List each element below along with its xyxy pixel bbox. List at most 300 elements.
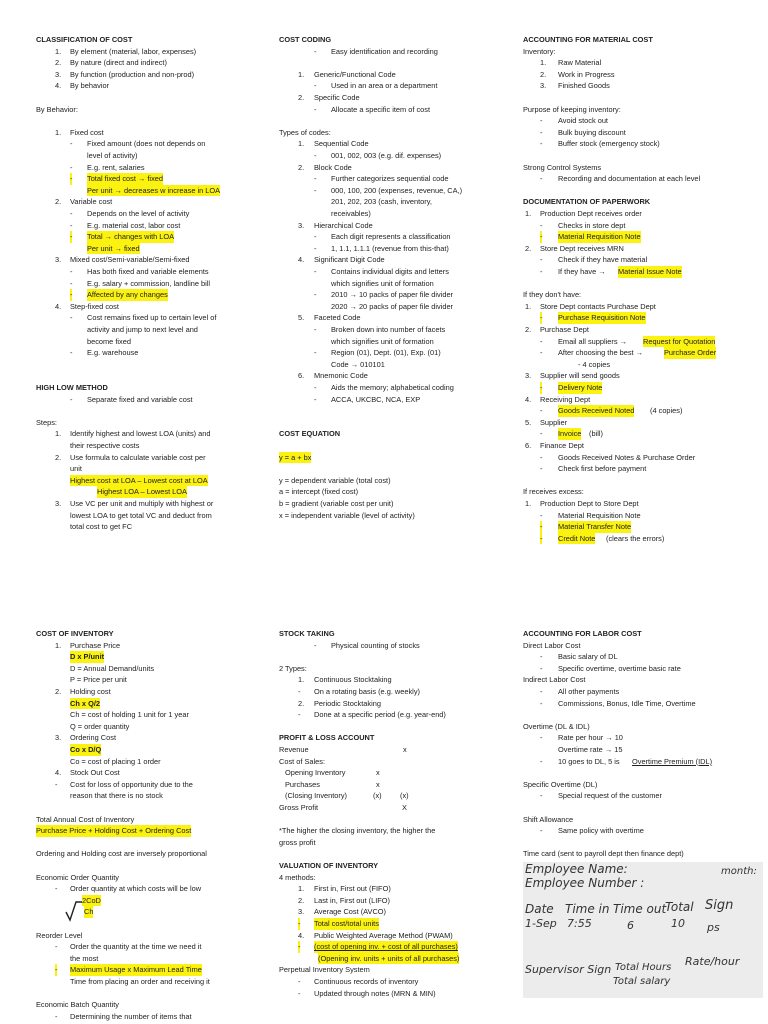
text-line: Time card (sent to payroll dept then finance dept) bbox=[523, 849, 684, 859]
tc-date: Date bbox=[525, 902, 554, 916]
text-line: Production Dept to Store Dept bbox=[540, 499, 639, 508]
text-line: Checks in store dept bbox=[558, 220, 626, 230]
text-line: Cost for loss of opportunity due to the bbox=[70, 779, 193, 789]
text-line: By nature (direct and indirect) bbox=[70, 58, 167, 68]
text-line: 2. bbox=[55, 452, 62, 462]
text-line: Goods Received Notes & Purchase Order bbox=[558, 452, 696, 462]
text-line: 1. bbox=[298, 69, 305, 79]
text-line: 201, 202, 203 (cash, inventory, bbox=[331, 197, 432, 207]
text-line: - bbox=[314, 325, 317, 334]
text-line: - bbox=[298, 919, 301, 928]
text-line: become fixed bbox=[87, 336, 131, 346]
text-line: ACCA, UKCBC, NCA, EXP bbox=[331, 394, 421, 404]
text-line: - bbox=[55, 1011, 58, 1021]
text-line: Fixed cost bbox=[70, 127, 104, 137]
text-line: Maximum Usage x Maximum Lead Time bbox=[70, 965, 202, 975]
text-line: Material Requisition Note bbox=[558, 510, 641, 520]
text-line: Opening Inventory bbox=[285, 768, 346, 778]
text-line: - bbox=[540, 429, 543, 439]
text-line: - bbox=[298, 988, 301, 998]
text-line: Direct Labor Cost bbox=[523, 640, 581, 650]
text-line: Avoid stock out bbox=[558, 116, 608, 126]
section-heading: PROFIT & LOSS ACCOUNT bbox=[279, 733, 375, 743]
text-line: Recording and documentation at each level bbox=[558, 174, 701, 184]
tc-rate: Rate/hour bbox=[685, 955, 740, 968]
text-line: 2. bbox=[525, 325, 532, 334]
tc-row-in: 7:55 bbox=[567, 917, 592, 930]
text-line: - bbox=[540, 336, 543, 346]
text-line: Time from placing an order and receiving it bbox=[70, 977, 210, 986]
text-line: Continuous records of inventory bbox=[314, 977, 419, 986]
text-line: Buffer stock (emergency stock) bbox=[558, 139, 660, 149]
text-line: level of activity) bbox=[87, 151, 138, 160]
text-line: Shift Allowance bbox=[523, 814, 574, 824]
text-line: Store Dept contacts Purchase Dept bbox=[540, 301, 656, 311]
text-line: Per unit → fixed bbox=[87, 243, 140, 253]
section-heading: CLASSIFICATION OF COST bbox=[36, 35, 133, 44]
text-line: - bbox=[70, 348, 73, 358]
text-line: Faceted Code bbox=[314, 313, 361, 323]
text-line: - bbox=[540, 687, 543, 696]
text-line: 2. bbox=[525, 243, 532, 253]
text-line: Determining the number of items that bbox=[70, 1011, 192, 1021]
text-line: Region (01), Dept. (01), Exp. (01) bbox=[331, 348, 441, 358]
tc-row-sign: ps bbox=[707, 921, 720, 934]
text-line: x bbox=[376, 779, 380, 789]
text-line: 1. bbox=[55, 429, 62, 439]
text-line: Aids the memory; alphabetical coding bbox=[331, 383, 454, 392]
text-line: activity and jump to next level and bbox=[87, 325, 198, 334]
text-line: 2. bbox=[55, 58, 62, 68]
text-line: - bbox=[70, 139, 73, 149]
text-line: - bbox=[55, 942, 58, 952]
text-line: 2020 → 20 packs of paper file divider bbox=[331, 301, 454, 311]
text-line: - bbox=[298, 710, 301, 720]
text-line: x = independent variable (level of activity) bbox=[279, 510, 415, 520]
text-line: Bulk buying discount bbox=[558, 127, 626, 137]
text-line: 2010 → 10 packs of paper file divider bbox=[331, 290, 454, 300]
text-line: 4. bbox=[298, 255, 305, 265]
text-line: Ordering and Holding cost are inversely proportional bbox=[36, 849, 207, 859]
text-line: Material Issue Note bbox=[618, 267, 682, 276]
text-line: Overtime Premium (IDL) bbox=[632, 756, 713, 766]
text-line: 1. bbox=[525, 499, 532, 508]
text-line: Updated through notes (MRN & MIN) bbox=[314, 988, 436, 998]
text-line: Steps: bbox=[36, 417, 57, 427]
text-line: - bbox=[70, 209, 73, 218]
text-line: - bbox=[70, 232, 73, 242]
text-line: - bbox=[540, 452, 543, 462]
text-line: Check first before payment bbox=[558, 464, 647, 474]
text-line: Specific Overtime (DL) bbox=[523, 779, 598, 789]
text-line: Same policy with overtime bbox=[558, 826, 644, 836]
text-line: gross profit bbox=[279, 837, 316, 847]
text-line: Gross Profit bbox=[279, 803, 319, 812]
tc-time-in: Time in bbox=[565, 902, 610, 916]
tc-row-date: 1-Sep bbox=[525, 917, 557, 930]
section-heading: COST EQUATION bbox=[279, 429, 341, 439]
text-line: Co = cost of placing 1 order bbox=[70, 756, 161, 766]
text-line: - bbox=[314, 46, 317, 56]
text-line: If they have → bbox=[558, 267, 606, 276]
text-line: By function (production and non-prod) bbox=[70, 69, 195, 79]
text-line: 3. bbox=[540, 81, 547, 91]
text-line: - bbox=[540, 406, 543, 416]
text-line: - bbox=[540, 464, 543, 474]
text-line: Invoice bbox=[558, 429, 582, 439]
text-line: Credit Note bbox=[558, 533, 596, 543]
text-line: Hierarchical Code bbox=[314, 220, 373, 230]
text-line: Purchase Requisition Note bbox=[558, 313, 646, 323]
text-line: Inventory: bbox=[523, 46, 556, 56]
text-line: Broken down into number of facets bbox=[331, 325, 446, 334]
text-line: Per unit → decreases w increase in LOA bbox=[87, 185, 221, 195]
tc-month: month: bbox=[721, 866, 757, 877]
text-line: 000, 100, 200 (expenses, revenue, CA,) bbox=[331, 185, 463, 195]
section-heading: VALUATION OF INVENTORY bbox=[279, 861, 379, 870]
text-line: - bbox=[540, 174, 543, 184]
text-line: After choosing the best → bbox=[558, 348, 644, 358]
text-line: 3. bbox=[55, 499, 62, 508]
text-line: their respective costs bbox=[70, 441, 140, 450]
text-line: receivables) bbox=[331, 209, 371, 218]
text-line: 2. bbox=[298, 162, 305, 172]
text-line: - bbox=[55, 779, 58, 789]
text-line: (clears the errors) bbox=[606, 533, 665, 543]
text-line: Work in Progress bbox=[558, 69, 615, 79]
text-line: 6. bbox=[298, 371, 305, 381]
section-heading: COST OF INVENTORY bbox=[36, 629, 114, 638]
text-line: Production Dept receives order bbox=[540, 209, 642, 218]
text-line: 3. bbox=[55, 733, 62, 743]
text-line: - bbox=[314, 104, 317, 114]
text-line: Reorder Level bbox=[36, 930, 83, 940]
text-line: Q = order quantity bbox=[70, 721, 130, 731]
section-heading: ACCOUNTING FOR MATERIAL COST bbox=[523, 35, 653, 44]
text-line: Use formula to calculate variable cost per bbox=[70, 452, 206, 462]
text-line: Total → changes with LOA bbox=[87, 232, 175, 242]
text-line: 5. bbox=[298, 313, 305, 323]
text-line: - bbox=[540, 267, 543, 276]
text-line: - bbox=[298, 687, 301, 696]
text-line: 5. bbox=[525, 417, 532, 427]
text-line: Supplier will send goods bbox=[540, 371, 620, 381]
text-line: Receiving Dept bbox=[540, 394, 591, 404]
section-heading: HIGH LOW METHOD bbox=[36, 383, 108, 392]
text-line: Variable cost bbox=[70, 197, 113, 207]
text-line: (4 copies) bbox=[650, 406, 683, 416]
text-line: By element (material, labor, expenses) bbox=[70, 46, 197, 56]
text-line: (x) bbox=[400, 791, 409, 801]
text-line: - bbox=[540, 510, 543, 520]
text-line: (bill) bbox=[589, 429, 603, 439]
text-line: - bbox=[540, 522, 543, 532]
text-line: 001, 002, 003 (e.g. dif. expenses) bbox=[331, 151, 442, 160]
text-line: - bbox=[70, 394, 73, 404]
text-line: which signifies unit of formation bbox=[331, 336, 434, 346]
text-line: Cost of Sales: bbox=[279, 756, 326, 766]
text-line: 1. bbox=[525, 209, 532, 218]
text-line: E.g. warehouse bbox=[87, 348, 139, 358]
text-line: - bbox=[70, 267, 73, 276]
text-line: - bbox=[298, 942, 301, 952]
text-line: Total cost/total units bbox=[314, 919, 379, 928]
text-line: By behavior bbox=[70, 81, 110, 91]
text-line: Public Weighted Average Method (PWAM) bbox=[314, 930, 453, 940]
text-line: D = Annual Demand/units bbox=[70, 663, 155, 673]
text-line: Purchase Dept bbox=[540, 325, 589, 334]
text-line: - bbox=[540, 383, 543, 392]
text-line: - bbox=[314, 290, 317, 300]
text-line: Has both fixed and variable elements bbox=[87, 267, 209, 276]
text-line: Mnemonic Code bbox=[314, 371, 368, 381]
text-line: By Behavior: bbox=[36, 104, 78, 114]
text-line: reason that there is no stock bbox=[70, 791, 163, 801]
text-line: Used in an area or a department bbox=[331, 81, 438, 91]
text-line: - bbox=[314, 267, 317, 276]
text-line: - bbox=[314, 640, 317, 650]
text-line: First in, First out (FIFO) bbox=[314, 884, 391, 894]
time-card-photo bbox=[523, 862, 763, 998]
text-line: Delivery Note bbox=[558, 383, 603, 392]
text-line: Code → 010101 bbox=[331, 359, 385, 369]
text-line: (x) bbox=[373, 791, 382, 801]
tc-total-hours: Total Hours bbox=[615, 962, 672, 973]
text-line: Step-fixed cost bbox=[70, 301, 119, 311]
text-line: E.g. rent, salaries bbox=[87, 162, 145, 172]
text-line: - bbox=[540, 348, 543, 358]
text-line: Ch = cost of holding 1 unit for 1 year bbox=[70, 710, 189, 720]
text-line: Material Requisition Note bbox=[558, 232, 641, 242]
text-line: Material Transfer Note bbox=[558, 522, 632, 532]
text-line: Strong Control Systems bbox=[523, 162, 602, 172]
text-line: Fixed amount (does not depends on bbox=[87, 139, 206, 149]
text-line: Finished Goods bbox=[558, 81, 610, 91]
text-line: Contains individual digits and letters bbox=[331, 267, 449, 276]
text-line: E.g. material cost, labor cost bbox=[87, 220, 181, 230]
text-line: Rate per hour → 10 bbox=[558, 733, 623, 743]
text-line: 3. bbox=[298, 907, 305, 917]
text-line: 1. bbox=[298, 884, 305, 894]
text-line: Raw Material bbox=[558, 58, 602, 68]
text-line: x bbox=[403, 745, 407, 754]
text-line: Store Dept receives MRN bbox=[540, 243, 624, 253]
text-line: Significant Digit Code bbox=[314, 255, 385, 265]
text-line: Purchase Price bbox=[70, 640, 121, 650]
text-line: Allocate a specific item of cost bbox=[331, 104, 430, 114]
text-line: 1, 1.1, 1.1.1 (revenue from this-that) bbox=[331, 243, 449, 253]
text-line: (Closing Inventory) bbox=[285, 791, 348, 801]
text-line: Each digit represents a classification bbox=[331, 232, 451, 242]
text-line: (cost of opening inv. + cost of all purchases) bbox=[314, 942, 458, 952]
text-line: - bbox=[540, 116, 543, 126]
text-line: - bbox=[540, 698, 543, 708]
text-line: Purchase Order bbox=[664, 348, 717, 358]
text-line: On a rotating basis (e.g. weekly) bbox=[314, 687, 420, 696]
text-line: - bbox=[540, 663, 543, 673]
text-line: 4. bbox=[55, 81, 62, 91]
section-heading: STOCK TAKING bbox=[279, 629, 335, 638]
text-line: - bbox=[55, 884, 58, 894]
text-line: Supplier bbox=[540, 417, 568, 427]
text-line: 1. bbox=[298, 675, 305, 685]
text-line: Affected by any changes bbox=[87, 290, 168, 300]
text-line: - bbox=[314, 232, 317, 242]
text-line: - bbox=[540, 826, 543, 836]
text-line: x bbox=[376, 768, 380, 778]
text-line: - bbox=[314, 81, 317, 91]
text-line: - bbox=[55, 965, 58, 975]
text-line: 2. bbox=[298, 698, 305, 708]
text-line: Physical counting of stocks bbox=[331, 640, 420, 650]
text-line: 4. bbox=[55, 301, 62, 311]
text-line: Continuous Stocktaking bbox=[314, 675, 392, 685]
text-line: Email all suppliers → bbox=[558, 336, 628, 346]
text-line: (Opening inv. units + units of all purchases) bbox=[318, 953, 460, 963]
text-line: Use VC per unit and multiply with highest or bbox=[70, 499, 214, 508]
text-line: 1. bbox=[540, 58, 547, 68]
text-line: - bbox=[70, 220, 73, 230]
text-line: Further categorizes sequential code bbox=[331, 174, 449, 184]
text-line: Ch x Q/2 bbox=[70, 698, 100, 708]
text-line: - bbox=[540, 232, 543, 242]
text-line: - bbox=[540, 733, 543, 743]
text-line: Total Annual Cost of Inventory bbox=[36, 814, 135, 824]
text-line: Average Cost (AVCO) bbox=[314, 907, 387, 917]
tc-row-out: 6 bbox=[627, 919, 634, 932]
text-line: Cost remains fixed up to certain level of bbox=[87, 313, 217, 323]
text-line: E.g. salary + commission, landline bill bbox=[87, 278, 211, 288]
text-line: - bbox=[70, 313, 73, 323]
text-line: Specific Code bbox=[314, 93, 360, 102]
text-line: 6. bbox=[525, 441, 532, 450]
text-line: 4. bbox=[55, 768, 62, 778]
text-line: 2. bbox=[55, 197, 62, 207]
text-line: Special request of the customer bbox=[558, 791, 662, 801]
section-heading: COST CODING bbox=[279, 35, 332, 44]
text-line: Total fixed cost → fixed bbox=[87, 174, 163, 184]
text-line: - bbox=[70, 174, 73, 184]
text-line: lowest LOA to get total VC and deduct from bbox=[70, 510, 212, 520]
text-line: Purpose of keeping inventory: bbox=[523, 104, 621, 114]
section-heading: ACCOUNTING FOR LABOR COST bbox=[523, 629, 642, 638]
text-line: Highest cost at LOA – Lowest cost at LOA bbox=[70, 475, 208, 485]
text-line: - bbox=[298, 977, 301, 986]
text-line: y = a + bx bbox=[279, 452, 312, 462]
text-line: - bbox=[540, 652, 543, 662]
text-line: Overtime rate → 15 bbox=[558, 745, 623, 754]
text-line: - bbox=[314, 348, 317, 358]
text-line: - bbox=[314, 174, 317, 184]
text-line: Specific overtime, overtime basic rate bbox=[558, 663, 681, 673]
text-line: Request for Quotation bbox=[643, 336, 716, 346]
text-line: unit bbox=[70, 464, 82, 474]
text-line: total cost to get FC bbox=[70, 522, 133, 532]
text-line: Check if they have material bbox=[558, 255, 648, 265]
tc-supervisor: Supervisor Sign bbox=[525, 963, 612, 976]
text-line: 1. bbox=[55, 46, 62, 56]
text-line: - bbox=[314, 243, 317, 253]
text-line: which signifies unit of formation bbox=[331, 278, 434, 288]
text-line: Purchases bbox=[285, 779, 320, 789]
text-line: 1. bbox=[525, 301, 532, 311]
text-line: *The higher the closing inventory, the higher the bbox=[279, 826, 436, 836]
text-line: - bbox=[70, 290, 73, 300]
tc-row-total: 10 bbox=[671, 917, 685, 930]
tc-time-out: Time out bbox=[613, 902, 667, 916]
text-line: Block Code bbox=[314, 162, 352, 172]
text-line: 3. bbox=[298, 220, 305, 230]
text-line: - bbox=[314, 383, 317, 392]
text-line: 3. bbox=[525, 371, 532, 381]
text-line: 1. bbox=[55, 640, 62, 650]
text-line: 2. bbox=[55, 687, 62, 696]
text-line: 4 methods: bbox=[279, 872, 316, 882]
text-line: - bbox=[70, 278, 73, 288]
text-line: Economic Order Quantity bbox=[36, 872, 119, 882]
text-line: - bbox=[540, 127, 543, 137]
tc-sign: Sign bbox=[705, 898, 734, 913]
text-line: a = intercept (fixed cost) bbox=[279, 487, 359, 497]
text-line: - bbox=[540, 220, 543, 230]
text-line: If receives excess: bbox=[523, 487, 584, 497]
text-line: 10 goes to DL, 5 is bbox=[558, 756, 620, 766]
tc-total: Total bbox=[665, 900, 694, 914]
text-line: Mixed cost/Semi-variable/Semi-fixed bbox=[70, 255, 190, 265]
text-line: Order quantity at which costs will be low bbox=[70, 884, 202, 894]
text-line: b = gradient (variable cost per unit) bbox=[279, 499, 394, 508]
text-line: - bbox=[314, 151, 317, 160]
text-line: P = Price per unit bbox=[70, 675, 127, 685]
text-line: If they don't have: bbox=[523, 290, 582, 300]
text-line: 2. bbox=[298, 895, 305, 905]
text-line: X bbox=[402, 803, 407, 812]
text-line: Done at a specific period (e.g. year-end) bbox=[314, 710, 446, 720]
text-line: 4. bbox=[525, 394, 532, 404]
text-line: 1. bbox=[298, 139, 305, 149]
text-line: - 4 copies bbox=[578, 359, 611, 369]
text-line: Highest LOA – Lowest LOA bbox=[97, 487, 187, 497]
text-line: Indirect Labor Cost bbox=[523, 675, 586, 685]
text-line: Commissions, Bonus, Idle Time, Overtime bbox=[558, 698, 696, 708]
text-line: Ch bbox=[84, 907, 94, 917]
tc-employee-name: Employee Name: bbox=[525, 862, 628, 876]
text-line: 2. bbox=[298, 93, 305, 102]
text-line: 2. bbox=[540, 69, 547, 79]
text-line: - bbox=[540, 756, 543, 766]
text-line: Separate fixed and variable cost bbox=[87, 394, 193, 404]
text-line: Goods Received Noted bbox=[558, 406, 635, 416]
text-line: Co x D/Q bbox=[70, 745, 102, 754]
text-line: Purchase Price + Holding Cost + Ordering Cost bbox=[36, 826, 192, 836]
text-line: - bbox=[540, 255, 543, 265]
tc-employee-number: Employee Number : bbox=[525, 876, 645, 890]
text-line: 3. bbox=[55, 255, 62, 265]
text-line: the most bbox=[70, 953, 99, 963]
text-line: Revenue bbox=[279, 745, 309, 754]
text-line: Types of codes: bbox=[279, 127, 331, 137]
text-line: 1. bbox=[55, 127, 62, 137]
text-line: 2 Types: bbox=[279, 663, 307, 673]
text-line: 3. bbox=[55, 69, 62, 79]
text-line: - bbox=[314, 394, 317, 404]
text-line: Order the quantity at the time we need it bbox=[70, 942, 202, 952]
text-line: Generic/Functional Code bbox=[314, 69, 396, 79]
text-line: Perpetual Inventory System bbox=[279, 965, 370, 975]
text-line: Holding cost bbox=[70, 687, 111, 696]
section-heading: DOCUMENTATION OF PAPERWORK bbox=[523, 197, 651, 207]
text-line: - bbox=[70, 162, 73, 172]
